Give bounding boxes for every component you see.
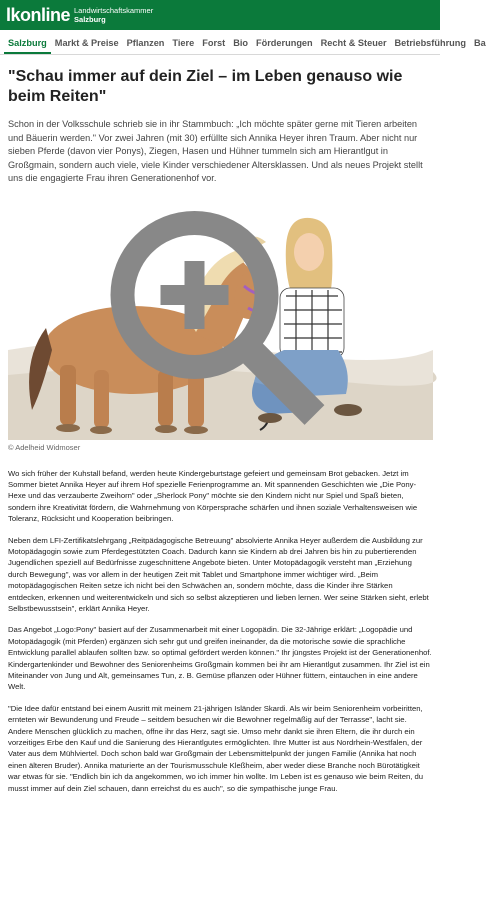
nav-item-recht-steuer[interactable]: Recht & Steuer xyxy=(320,38,387,48)
nav-item-pflanzen[interactable]: Pflanzen xyxy=(126,38,165,48)
nav-item-truncated[interactable]: Ba xyxy=(474,38,486,48)
logo-subtitle-line1: Landwirtschaftskammer xyxy=(74,6,154,15)
zoom-icon[interactable] xyxy=(2,195,427,435)
nav-item-salzburg[interactable]: Salzburg xyxy=(4,38,51,54)
main-nav xyxy=(0,30,486,55)
logo-wordmark: lkonline xyxy=(6,4,71,25)
photo-caption: © Adelheid Widmoser xyxy=(8,442,81,452)
nav-item-tiere[interactable]: Tiere xyxy=(172,38,195,48)
article-paragraph: "Die Idee dafür entstand bei einem Ausritt mit meinem 21-jährigen Isländer Skardi. Als wir beim Seniorenheim vorbeiritten, ernteten wir Bewunderung und Freude – seitdem besuchen wir die Bewohner regelmäßig auf der Terrasse", lacht sie. Andere Menschen glücklich zu machen, öffne ihr das Herz, sagt sie. Umso mehr dankt sie ihren Eltern, die ihr durch ein vorzeitiges Erbe den Kauf und die Sanierung des Hierantlgutes ermöglichten. Ihre Mutter ist aus Nordrhein-Westfalen, der Vater aus dem Mühlviertel. Doch schon bald war Großgmain der Lebensmittelpunkt der jungen Familie (Annika hat noch einen älteren Bruder). Annika maturierte an der Tourismusschule Kleßheim, aber weder diese Branche noch Bürotätigkeit war etwas für sie. "Endlich bin ich da angekommen, wo ich immer hin wollte. Im Leben ist es genauso wie beim Reiten, du musst immer auf dein Ziel schauen, dann erreichst du es auch", so die sympathische junge Frau. xyxy=(8,703,424,793)
logo-subtitle-line2: Salzburg xyxy=(74,15,106,24)
site-logo[interactable] xyxy=(6,5,153,26)
nav-item-betriebsfuehrung[interactable]: Betriebsführung xyxy=(394,38,466,48)
article-photo[interactable] xyxy=(8,200,433,440)
nav-item-markt-preise[interactable]: Markt & Preise xyxy=(54,38,119,48)
article-paragraph: Das Angebot „Logo:Pony" basiert auf der Zusammenarbeit mit einer Logopädin. Die 32-Jährige erklärt: „Logopädie und Motopädagogik (mit Pferden) ergänzen sich sehr gut und greifen ineinander, da die motorische sowie die sprachliche Entwicklung parallel ablaufen sollten bzw. so optimal gefördert werden können." Ihr jüngstes Projekt ist der Generationenhof. Kindergartenkinder und Bewohner des Seniorenheims Großgmain kommen bei ihr am Hierantlgut zusammen. Ihr Ziel ist ein Miteinander von Jung und Alt, gemeinsames Tun, z. B. Gemüse pflanzen oder Hühner füttern, eintauchen in eine andere Welt. xyxy=(8,625,432,692)
article xyxy=(0,67,440,794)
nav-item-forst[interactable]: Forst xyxy=(202,38,226,48)
site-header xyxy=(0,0,440,30)
article-title: "Schau immer auf dein Ziel – im Leben genauso wie beim Reiten" xyxy=(8,68,403,105)
article-paragraph: Wo sich früher der Kuhstall befand, werden heute Kindergeburtstage gefeiert und gemeinsam Brot gebacken. Jetzt im Sommer bietet Annika Heyer auf ihrem Hof spezielle Ferienprogramme an. Mit spannenden Geschichten wie „Die Pony-Hexe und das verzauberte Zweihorn" oder „Sherlock Pony" möchte sie den Kindern nicht nur Spiel und Spaß bieten, sondern ihre Kreativität fördern, die Wahrnehmung von Körpersprache schärfen und ihnen soziale Verhaltensweisen wie Toleranz, Rücksicht und Kooperation beibringen. xyxy=(8,468,418,524)
article-lead: Schon in der Volksschule schrieb sie in ihr Stammbuch: „Ich möchte später gerne mit Tieren arbeiten und Bäuerin werden." Vor zwei Jahren (mit 30) erfüllte sich Annika Heyer ihren Traum. Aber nicht nur sieben Pferde (davon vier Ponys), Ziegen, Hasen und Hühner tummeln sich am Hierantlgut in Großgmain, sondern auch viele, viele Kinder verschiedener Altersklassen. Und als neues Projekt stellt uns die engagierte Frau ihren Generationenhof vor. xyxy=(8,119,423,183)
article-paragraph: Neben dem LFI-Zertifikatslehrgang „Reitpädagogische Betreuung" absolvierte Annika Heyer außerdem die Ausbildung zur Motopädagogin sowie zum Pferdegestützten Coach. Dadurch kann sie Kindern ab drei Jahren bis hin zu pubertierenden Jugendlichen speziell auf Bedürfnisse zugeschnittene Angebote bieten. Unter Motopädagogik versteht man „Erziehung durch Bewegung", was vor allem in der heutigen Zeit mit Tablet und Smartphone immer wichtiger wird. „Beim motopädagogischen Reiten setze ich nicht bei den Schwächen an, sondern möchte, dass die Kinder ihre Stärken entdecken, erkennen und weiterentwickeln und sich so selbst akzeptieren und lieben lernen. Wer seine Stärken sieht, erlebt Selbstbewusstsein", erklärt Annika Heyer. xyxy=(8,535,429,613)
nav-item-foerderungen[interactable]: Förderungen xyxy=(256,38,313,48)
nav-item-bio[interactable]: Bio xyxy=(233,38,248,48)
logo-subtitle xyxy=(74,6,153,24)
